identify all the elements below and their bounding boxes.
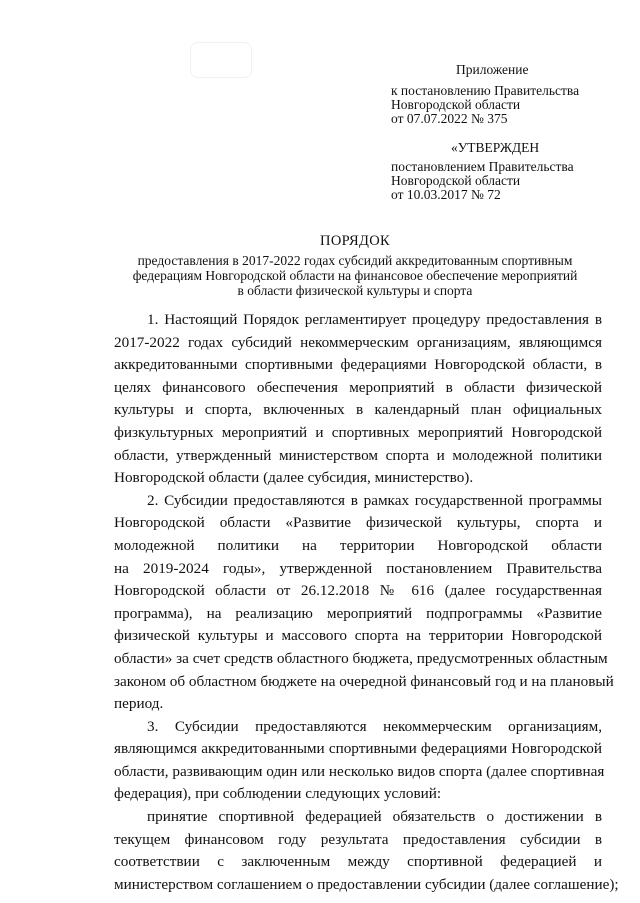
approval-line: постановлением Правительства xyxy=(391,159,574,174)
paragraph-1-line: физкультурных мероприятий и спортивных мероприятий Новгородской xyxy=(114,423,602,441)
condition-line: текущем финансовом году результата предоставления субсидии в xyxy=(114,830,602,848)
paragraph-3-line: федерация), при соблюдении следующих условий: xyxy=(114,785,442,803)
paragraph-1-line: культуры и спорта, включенных в календарный план официальных xyxy=(114,401,602,419)
approval-reference xyxy=(391,160,574,202)
paragraph-2-line: Новгородской области от 26.12.2018 № 616 (далее государственная xyxy=(114,582,602,600)
paragraph-2-line: законом об областном бюджете на очередной финансовый год и на плановый xyxy=(114,672,614,690)
condition-line: соответствии с заключенным между спортивной федерацией и xyxy=(114,853,602,871)
paragraph-1-line: целях финансового обеспечения мероприятий в области физической xyxy=(114,378,602,396)
document-title: ПОРЯДОК xyxy=(320,233,390,249)
paragraph-2-line: молодежной политики на территории Новгородской области xyxy=(114,536,602,554)
paragraph-2-line: период. xyxy=(114,695,164,713)
paragraph-1-line: 1. Настоящий Порядок регламентирует процедуру предоставления в xyxy=(147,311,602,328)
condition-line: принятие спортивной федерацией обязательств о достижении в xyxy=(147,808,602,826)
approved-label: «УТВЕРЖДЕН xyxy=(451,140,540,155)
document-body xyxy=(114,309,619,896)
paragraph-2-line: Новгородской области «Развитие физической культуры, спорта и xyxy=(114,514,602,532)
faint-stamp-mark xyxy=(190,42,252,78)
approval-line: от 10.03.2017 № 72 xyxy=(391,187,501,202)
approval-line: Новгородской области xyxy=(391,173,521,188)
paragraph-2-line: области» за счет средств областного бюджета, предусмотренных областным xyxy=(114,649,608,667)
paragraph-2-line: физической культуры и массового спорта на территории Новгородской xyxy=(114,627,602,645)
paragraph-1-line: области, утвержденный министерством спорта и молодежной политики xyxy=(114,446,602,464)
resolution-line: к постановлению Правительства xyxy=(391,83,580,98)
subtitle-line: федерациям Новгородской области на финансовое обеспечение мероприятий xyxy=(132,268,578,283)
paragraph-1-line: 2017-2022 годах субсидий некоммерческим организациям, являющимся xyxy=(114,333,602,351)
paragraph-1-line: аккредитованными спортивными федерациями Новгородской области, в xyxy=(114,356,602,374)
paragraph-3-line: 3. Субсидии предоставляются некоммерческим организациям, xyxy=(147,717,602,735)
resolution-line: от 07.07.2022 № 375 xyxy=(391,111,508,126)
resolution-line: Новгородской области xyxy=(391,97,521,112)
condition-line: министерством соглашением о предоставлении субсидии (далее соглашение); xyxy=(114,875,619,893)
paragraph-2-line: программа), на реализацию мероприятий подпрограммы «Развитие xyxy=(114,604,602,622)
paragraph-2-line: 2. Субсидии предоставляются в рамках государственной программы xyxy=(147,491,602,509)
paragraph-2-line: на 2019-2024 годы», утвержденной постановлением Правительства xyxy=(114,559,602,577)
document-subtitle xyxy=(100,253,610,298)
paragraph-3-line: области, развивающим один или несколько видов спорта (далее спортивная xyxy=(114,762,605,780)
subtitle-line: предоставления в 2017-2022 годах субсидий аккредитованным спортивным xyxy=(137,253,573,268)
paragraph-1-line: Новгородской области (далее субсидия, министерство). xyxy=(114,469,474,487)
appendix-label: Приложение xyxy=(456,62,529,77)
resolution-reference xyxy=(391,84,579,126)
paragraph-3-line: являющимся аккредитованными спортивными федерациями Новгородской xyxy=(114,740,602,758)
subtitle-line: в области физической культуры и спорта xyxy=(237,283,473,298)
